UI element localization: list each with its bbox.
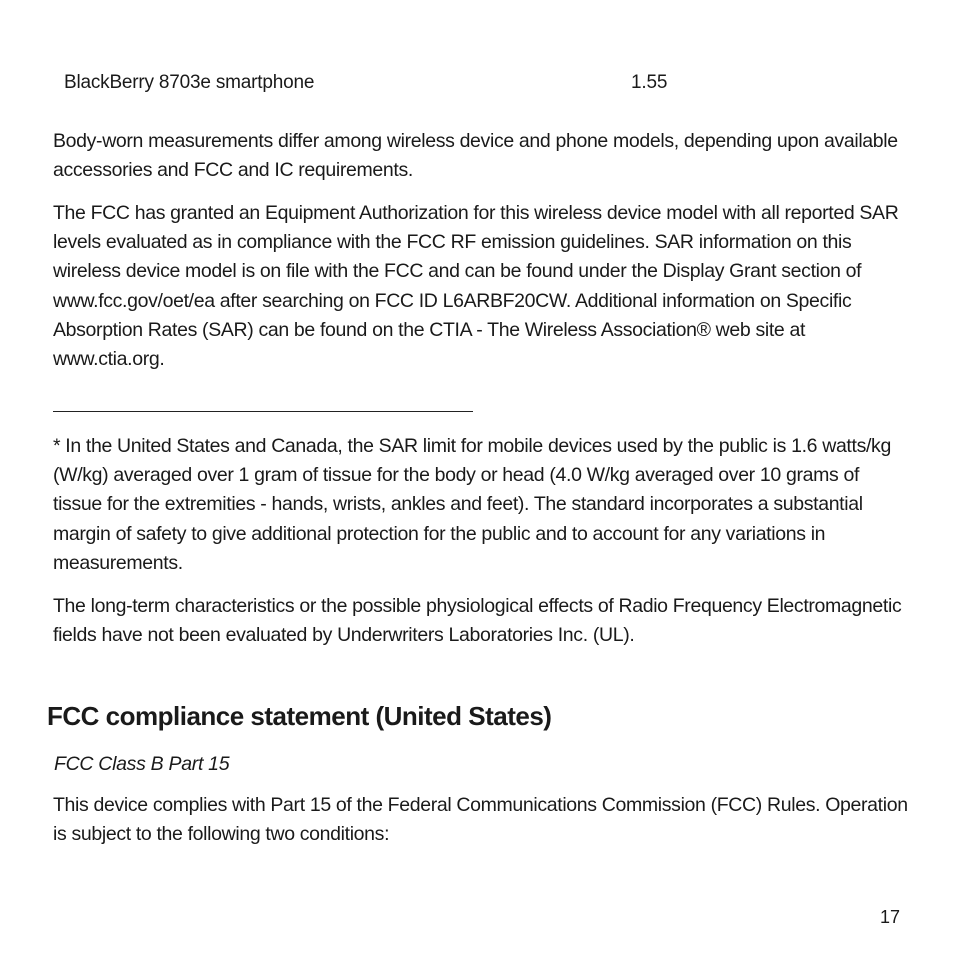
page-number: 17	[880, 907, 901, 927]
section-heading: FCC compliance statement (United States)	[47, 701, 552, 731]
compliance-paragraph: This device complies with Part 15 of the Federal Communications Commission (FCC) Rules. Operation is subject to the following two conditions:	[53, 794, 908, 846]
device-name-cell: BlackBerry 8703e smartphone	[64, 72, 315, 93]
body-worn-paragraph: Body-worn measurements differ among wireless device and phone models, depending upon available accessories and FCC and IC requirements.	[53, 130, 898, 182]
authorization-paragraph: The FCC has granted an Equipment Authorization for this wireless device model with all reported SAR levels evaluated as in compliance with the FCC RF emission guidelines. SAR information on this wireless device model is on file with the FCC and can be found under the Display Grant section of www.fcc.gov/oet/ea after searching on FCC ID L6ARBF20CW. Additional information on Specific Absorption Rates (SAR) can be found on the CTIA - The Wireless Association® web site at www.ctia.org.	[53, 202, 899, 371]
footnote-divider	[53, 411, 473, 412]
section-subheading: FCC Class B Part 15	[54, 753, 230, 775]
sar-table-row	[64, 70, 764, 96]
long-term-effects-paragraph: The long-term characteristics or the possible physiological effects of Radio Frequency Electromagnetic fields have not been evaluated by Underwriters Laboratories Inc. (UL).	[53, 595, 902, 647]
sar-limit-footnote: * In the United States and Canada, the SAR limit for mobile devices used by the public is 1.6 watts/kg (W/kg) averaged over 1 gram of tissue for the body or head (4.0 W/kg averaged over 10 grams of tissue for the extremities - hands, wrists, ankles and feet). The standard incorporates a substantial margin of safety to give additional protection for the public and to account for any variations in measurements.	[53, 435, 891, 574]
sar-value-cell: 1.55	[631, 72, 668, 93]
